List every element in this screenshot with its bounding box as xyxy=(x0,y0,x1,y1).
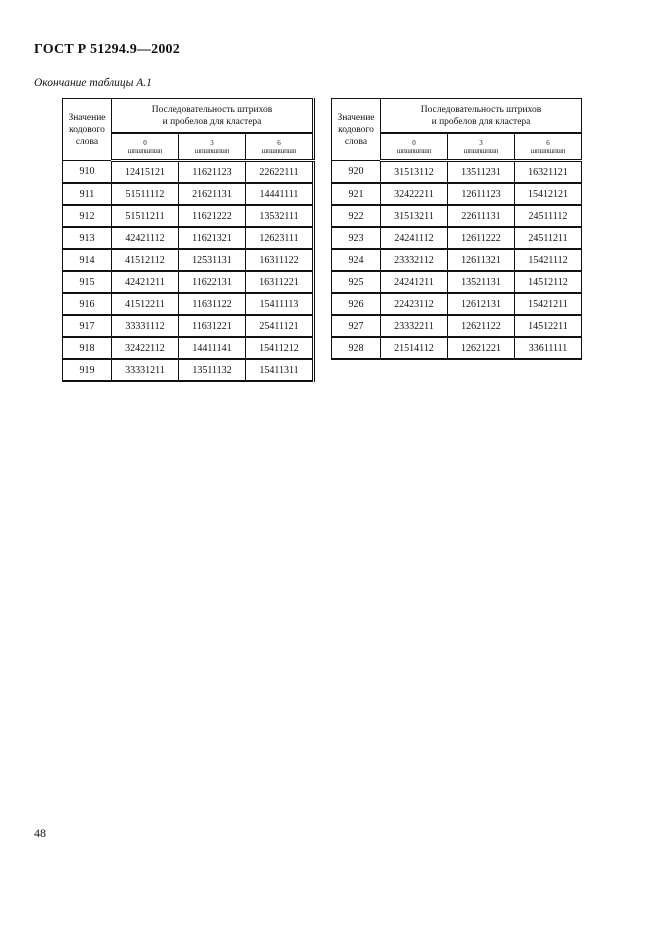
cluster-0-cell: 24241112 xyxy=(381,227,448,249)
document-title: ГОСТ Р 51294.9—2002 xyxy=(34,42,180,57)
cluster-6-cell: 16321121 xyxy=(515,161,582,184)
cluster-6-cell: 24511211 xyxy=(515,227,582,249)
cluster-0-cell: 51511112 xyxy=(112,183,179,205)
cluster-6-cell: 16311122 xyxy=(246,249,314,271)
header-sequence: Последовательность штрихов и пробелов для кластера xyxy=(112,99,314,134)
cluster-0-cell: 31513112 xyxy=(381,161,448,184)
cluster-3-cell: 12611321 xyxy=(448,249,515,271)
cluster-6-cell: 15411113 xyxy=(246,293,314,315)
header-code-value: Значение кодового слова xyxy=(332,99,381,161)
header-cluster-6: 6 шпшпшпшп xyxy=(515,133,582,161)
table-row xyxy=(332,161,582,184)
cluster-0-cell: 23332112 xyxy=(381,249,448,271)
table-row xyxy=(63,205,314,227)
cluster-0-cell: 33331211 xyxy=(112,359,179,381)
cluster-3-cell: 12611123 xyxy=(448,183,515,205)
page-number: 48 xyxy=(34,826,46,840)
code-cell: 926 xyxy=(332,293,381,315)
table-row xyxy=(332,227,582,249)
code-cell: 924 xyxy=(332,249,381,271)
header-sequence: Последовательность штрихов и пробелов для кластера xyxy=(381,99,582,134)
table-row xyxy=(63,249,314,271)
code-cell: 922 xyxy=(332,205,381,227)
code-cell: 918 xyxy=(63,337,112,359)
cluster-6-cell: 16311221 xyxy=(246,271,314,293)
cluster-6-cell: 22622111 xyxy=(246,161,314,184)
cluster-3-cell: 13511231 xyxy=(448,161,515,184)
table-row xyxy=(332,249,582,271)
table-row xyxy=(332,315,582,337)
code-cell: 913 xyxy=(63,227,112,249)
code-cell: 910 xyxy=(63,161,112,184)
table-row xyxy=(332,205,582,227)
cluster-0-cell: 32422211 xyxy=(381,183,448,205)
cluster-6-cell: 13532111 xyxy=(246,205,314,227)
code-cell: 915 xyxy=(63,271,112,293)
cluster-6-cell: 33611111 xyxy=(515,337,582,359)
cluster-6-cell: 15411311 xyxy=(246,359,314,381)
header-cluster-6: 6 шпшпшпшп xyxy=(246,133,314,161)
table-row xyxy=(332,293,582,315)
cluster-6-cell: 15421112 xyxy=(515,249,582,271)
cluster-6-cell: 14512211 xyxy=(515,315,582,337)
cluster-3-cell: 12531131 xyxy=(179,249,246,271)
cluster-6-cell: 25411121 xyxy=(246,315,314,337)
code-cell: 921 xyxy=(332,183,381,205)
table-row xyxy=(63,183,314,205)
cluster-6-cell: 15421211 xyxy=(515,293,582,315)
cluster-0-cell: 31513211 xyxy=(381,205,448,227)
cluster-0-cell: 23332211 xyxy=(381,315,448,337)
header-cluster-3: 3 шпшпшпшп xyxy=(179,133,246,161)
cluster-3-cell: 13511132 xyxy=(179,359,246,381)
cluster-0-cell: 21514112 xyxy=(381,337,448,359)
header-cluster-3: 3 шпшпшпшп xyxy=(448,133,515,161)
code-cell: 916 xyxy=(63,293,112,315)
cluster-6-cell: 24511112 xyxy=(515,205,582,227)
table-row xyxy=(332,183,582,205)
table-row xyxy=(63,293,314,315)
header-code-value: Значение кодового слова xyxy=(63,99,112,161)
code-cell: 927 xyxy=(332,315,381,337)
cluster-6-cell: 15411212 xyxy=(246,337,314,359)
header-cluster-0: 0 шпшпшпшп xyxy=(381,133,448,161)
code-cell: 928 xyxy=(332,337,381,359)
cluster-3-cell: 11621123 xyxy=(179,161,246,184)
cluster-0-cell: 33331112 xyxy=(112,315,179,337)
code-cell: 914 xyxy=(63,249,112,271)
cluster-0-cell: 22423112 xyxy=(381,293,448,315)
cluster-0-cell: 41512211 xyxy=(112,293,179,315)
cluster-0-cell: 42421112 xyxy=(112,227,179,249)
code-cell: 920 xyxy=(332,161,381,184)
codeword-table-right xyxy=(331,98,582,360)
code-cell: 911 xyxy=(63,183,112,205)
code-cell: 912 xyxy=(63,205,112,227)
table-caption: Окончание таблицы А.1 xyxy=(34,77,152,89)
header-cluster-0: 0 шпшпшпшп xyxy=(112,133,179,161)
code-cell: 919 xyxy=(63,359,112,381)
cluster-0-cell: 32422112 xyxy=(112,337,179,359)
table-row xyxy=(63,227,314,249)
cluster-6-cell: 14441111 xyxy=(246,183,314,205)
codeword-table-left xyxy=(62,98,315,382)
table-row xyxy=(332,271,582,293)
table-row xyxy=(63,359,314,381)
cluster-0-cell: 51511211 xyxy=(112,205,179,227)
cluster-6-cell: 12623111 xyxy=(246,227,314,249)
cluster-3-cell: 12611222 xyxy=(448,227,515,249)
cluster-3-cell: 21621131 xyxy=(179,183,246,205)
table-row xyxy=(332,337,582,359)
cluster-3-cell: 22611131 xyxy=(448,205,515,227)
cluster-3-cell: 11631122 xyxy=(179,293,246,315)
table-row xyxy=(63,161,314,184)
table-row xyxy=(63,337,314,359)
cluster-0-cell: 42421211 xyxy=(112,271,179,293)
cluster-0-cell: 24241211 xyxy=(381,271,448,293)
cluster-3-cell: 13521131 xyxy=(448,271,515,293)
code-cell: 923 xyxy=(332,227,381,249)
cluster-6-cell: 14512112 xyxy=(515,271,582,293)
table-row xyxy=(63,271,314,293)
cluster-3-cell: 12621221 xyxy=(448,337,515,359)
cluster-3-cell: 11622131 xyxy=(179,271,246,293)
cluster-3-cell: 11631221 xyxy=(179,315,246,337)
cluster-0-cell: 12415121 xyxy=(112,161,179,184)
cluster-3-cell: 11621321 xyxy=(179,227,246,249)
code-cell: 917 xyxy=(63,315,112,337)
code-cell: 925 xyxy=(332,271,381,293)
table-row xyxy=(63,315,314,337)
cluster-0-cell: 41512112 xyxy=(112,249,179,271)
cluster-3-cell: 12612131 xyxy=(448,293,515,315)
cluster-6-cell: 15412121 xyxy=(515,183,582,205)
cluster-3-cell: 14411141 xyxy=(179,337,246,359)
cluster-3-cell: 12621122 xyxy=(448,315,515,337)
cluster-3-cell: 11621222 xyxy=(179,205,246,227)
